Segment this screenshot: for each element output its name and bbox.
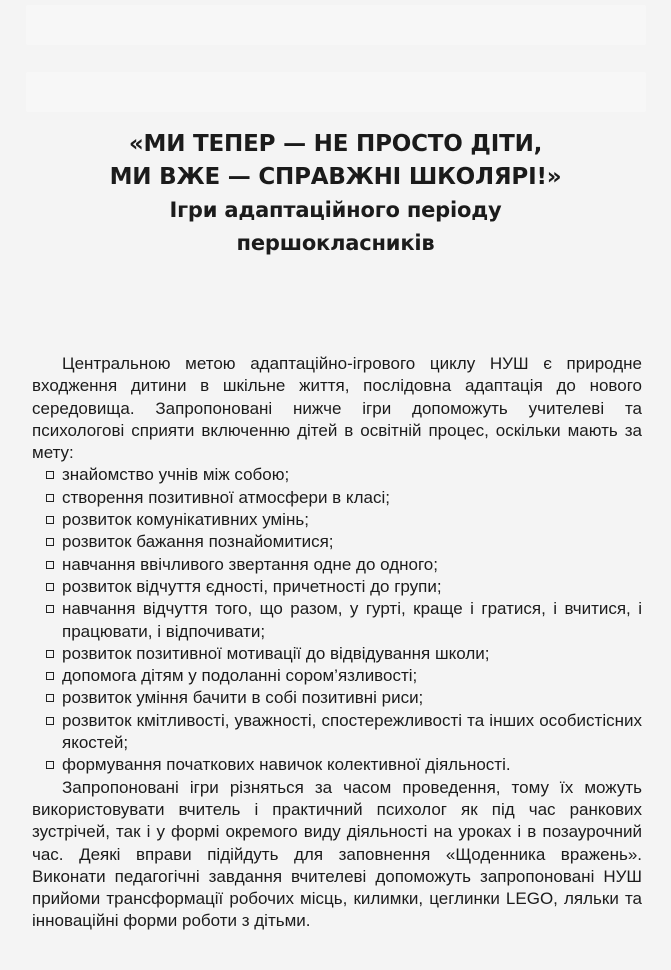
square-bullet-icon	[46, 561, 54, 569]
list-item-text: розвиток відчуття єдності, причетності до групи;	[62, 576, 442, 596]
list-item-text: навчання ввічливого звертання одне до одного;	[62, 554, 438, 574]
list-item	[32, 598, 642, 643]
goals-list	[32, 464, 642, 776]
list-item	[32, 576, 642, 598]
article-body	[32, 353, 642, 933]
page-subtitle-line-2: першокласників	[236, 231, 435, 255]
second-blank-band	[26, 72, 646, 112]
square-bullet-icon	[46, 583, 54, 591]
list-item-text: створення позитивної атмосфери в класі;	[62, 487, 390, 507]
list-item	[32, 643, 642, 665]
square-bullet-icon	[46, 516, 54, 524]
list-item-text: розвиток кмітливості, уважності, спостережливості та інших особистісних якостей;	[62, 710, 642, 753]
list-item-text: розвиток позитивної мотивації до відвідування школи;	[62, 643, 490, 663]
square-bullet-icon	[46, 650, 54, 658]
list-item	[32, 710, 642, 755]
page-title-line-2: МИ ВЖЕ — СПРАВЖНІ ШКОЛЯРІ!»	[109, 164, 562, 190]
square-bullet-icon	[46, 538, 54, 546]
square-bullet-icon	[46, 672, 54, 680]
list-item	[32, 754, 642, 776]
list-item	[32, 687, 642, 709]
list-item-text: формування початкових навичок колективної діяльності.	[62, 755, 511, 775]
list-item-text: знайомство учнів між собою;	[62, 465, 290, 485]
list-item	[32, 531, 642, 553]
square-bullet-icon	[46, 761, 54, 769]
list-item	[32, 464, 642, 486]
list-item	[32, 509, 642, 531]
square-bullet-icon	[46, 494, 54, 502]
list-item-text: навчання відчуття того, що разом, у гурті, краще і гратися, і вчитися, і працювати, і відпочивати;	[62, 599, 642, 641]
closing-paragraph: Запропоновані ігри різняться за часом проведення, тому їх можуть використовувати вчитель і практичний психолог як під час ранкових зустрічей, так і у формі окремого виду діяльності на уроках і в позаурочний час. Деякі вправи підійдуть для заповнення «Щоденника вражень». Виконати педагогічні завдання вчителеві допоможуть запропоновані НУШ прийоми трансформації робочих місць, килимки, цеглинки LEGO, ляльки та інноваційні форми роботи з дітьми.	[32, 777, 642, 931]
square-bullet-icon	[46, 694, 54, 702]
page-title-line-1: «МИ ТЕПЕР — НЕ ПРОСТО ДІТИ,	[128, 131, 543, 157]
title-block	[0, 128, 671, 260]
list-item-text: розвиток комунікативних умінь;	[62, 510, 309, 530]
list-item	[32, 665, 642, 687]
list-item	[32, 554, 642, 576]
list-item-text: допомога дітям у подоланні сором’язливості;	[62, 666, 418, 686]
square-bullet-icon	[46, 717, 54, 725]
list-item	[32, 487, 642, 509]
intro-paragraph: Центральною метою адаптаційно-ігрового циклу НУШ є природне входження дитини в шкільне життя, послідовна адаптація до нового середовища. Запропоновані нижче ігри допоможуть учителеві та психологові сприяти включенню дітей в освітній процес, оскільки мають за мету:	[32, 354, 642, 463]
list-item-text: розвиток бажання познайомитися;	[62, 532, 334, 552]
square-bullet-icon	[46, 471, 54, 479]
page-subtitle-line-1: Ігри адаптаційного періоду	[169, 198, 502, 222]
list-item-text: розвиток уміння бачити в собі позитивні риси;	[62, 688, 424, 708]
square-bullet-icon	[46, 605, 54, 613]
top-blank-band	[26, 5, 646, 45]
